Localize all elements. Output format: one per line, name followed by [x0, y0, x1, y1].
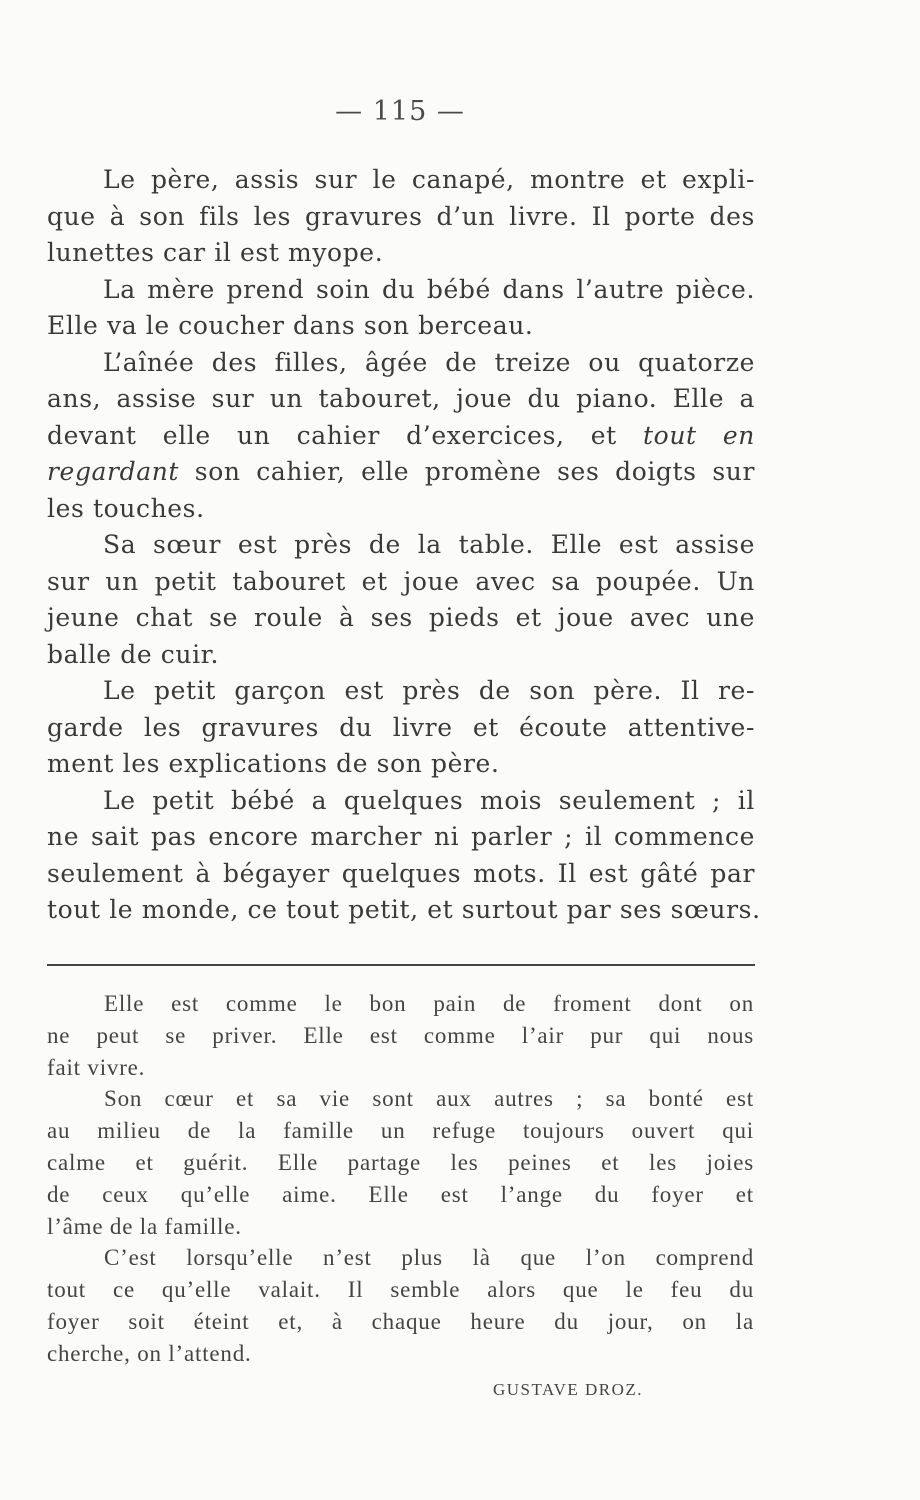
quote-line: tout ce qu’elle valait. Il semble alors que le feu du — [47, 1277, 754, 1303]
text-line: ne sait pas encore marcher ni parler ; il commence — [47, 822, 755, 851]
main-text-block — [47, 162, 761, 929]
quote-line: Son cœur et sa vie sont aux autres ; sa bonté est — [104, 1086, 754, 1112]
text-fragment: son cahier, elle promène ses doigts sur — [194, 457, 756, 486]
text-line: La mère prend soin du bébé dans l’autre pièce. — [103, 274, 755, 304]
text-line: garde les gravures du livre et écoute attentive- — [47, 712, 755, 742]
quote-line: cherche, on l’attend. — [47, 1340, 252, 1366]
quote-line: au milieu de la famille un refuge toujours ouvert qui — [47, 1118, 754, 1144]
quote-line: de ceux qu’elle aime. Elle est l’ange du foyer et — [47, 1181, 754, 1207]
quote-block — [47, 988, 754, 1370]
text-line: lunettes car il est myope. — [47, 238, 384, 267]
text-line: les touches. — [47, 493, 205, 523]
text-line: Le petit bébé a quelques mois seulement ; il — [103, 785, 755, 815]
italic-fragment: tout en — [643, 420, 755, 450]
quote-line: C’est lorsqu’elle n’est plus là que l’on comprend — [104, 1245, 754, 1271]
text-line: balle de cuir. — [47, 639, 220, 669]
quote-line: calme et guérit. Elle partage les peines et les joies — [47, 1149, 754, 1175]
quote-line: foyer soit éteint et, à chaque heure du jour, on la — [47, 1308, 754, 1334]
text-line: sur un petit tabouret et joue avec sa poupée. Un — [47, 566, 755, 596]
section-divider — [47, 964, 755, 966]
text-line: Sa sœur est près de la table. Elle est assise — [103, 530, 755, 559]
text-line: jeune chat se roule à ses pieds et joue avec une — [47, 603, 755, 632]
text-line: tout le monde, ce tout petit, et surtout par ses sœurs. — [47, 895, 761, 924]
text-line: seulement à bégayer quelques mots. Il est gâté par — [47, 858, 755, 888]
quote-line: l’âme de la famille. — [47, 1213, 242, 1239]
text-line: Le père, assis sur le canapé, montre et expli- — [103, 165, 755, 194]
text-line: L’aînée des filles, âgée de treize ou quatorze — [103, 347, 755, 377]
quote-line: fait vivre. — [47, 1054, 146, 1080]
text-line-with-italic — [47, 454, 755, 491]
page-number: — 115 — — [335, 96, 465, 127]
text-line: Elle va le coucher dans son berceau. — [47, 311, 534, 340]
quote-line: Elle est comme le bon pain de froment dont on — [104, 991, 754, 1016]
quote-line: ne peut se priver. Elle est comme l’air pur qui nous — [47, 1022, 754, 1048]
italic-fragment: regardant — [47, 457, 180, 486]
text-line: ans, assise sur un tabouret, joue du piano. Elle a — [47, 384, 755, 413]
text-line: Le petit garçon est près de son père. Il re- — [103, 676, 755, 705]
text-line: que à son fils les gravures d’un livre. Il porte des — [47, 201, 755, 231]
text-fragment: devant elle un cahier d’exercices, et — [47, 420, 617, 450]
text-line: ment les explications de son père. — [47, 749, 500, 778]
text-line-with-italic — [47, 418, 755, 455]
quote-author: GUSTAVE DROZ. — [493, 1380, 644, 1399]
